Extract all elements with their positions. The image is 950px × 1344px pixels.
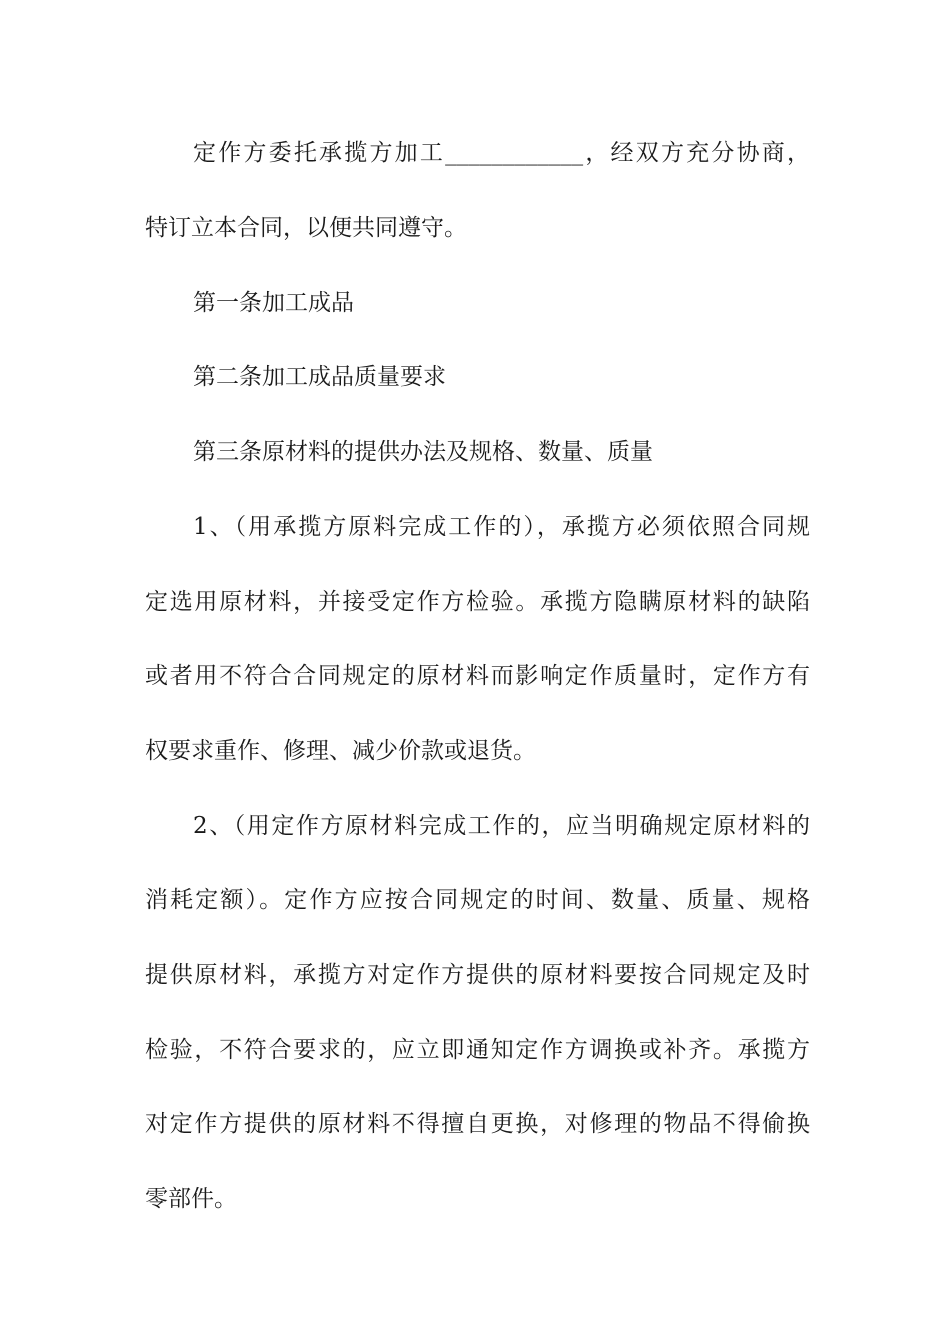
clause-1-line-1: 1、（用承揽方原料完成工作的），承揽方必须依照合同规 [193,514,810,540]
clause-1-line-2: 定选用原材料，并接受定作方检验。承揽方隐瞒原材料的缺陷 [145,589,810,615]
article-3-heading: 第三条原材料的提供办法及规格、数量、质量 [193,439,653,465]
article-2-heading: 第二条加工成品质量要求 [193,364,446,390]
clause-2-line-5: 对定作方提供的原材料不得擅自更换，对修理的物品不得偷换 [145,1111,810,1137]
clause-1-line-3: 或者用不符合合同规定的原材料而影响定作质量时，定作方有 [145,663,810,689]
article-1-heading: 第一条加工成品 [193,290,354,316]
clause-2-line-3: 提供原材料，承揽方对定作方提供的原材料要按合同规定及时 [145,962,810,988]
clause-2-line-6: 零部件。 [145,1186,237,1212]
clause-2-line-1: 2、（用定作方原材料完成工作的，应当明确规定原材料的 [193,813,810,839]
paragraph-intro-line-2: 特订立本合同，以便共同遵守。 [145,215,467,241]
clause-1-line-4: 权要求重作、修理、减少价款或退货。 [145,738,536,764]
clause-2-line-2: 消耗定额）。定作方应按合同规定的时间、数量、质量、规格 [145,887,810,913]
paragraph-intro-line-1: 定作方委托承揽方加工____________，经双方充分协商， [193,140,810,166]
clause-2-line-4: 检验，不符合要求的，应立即通知定作方调换或补齐。承揽方 [145,1037,810,1063]
